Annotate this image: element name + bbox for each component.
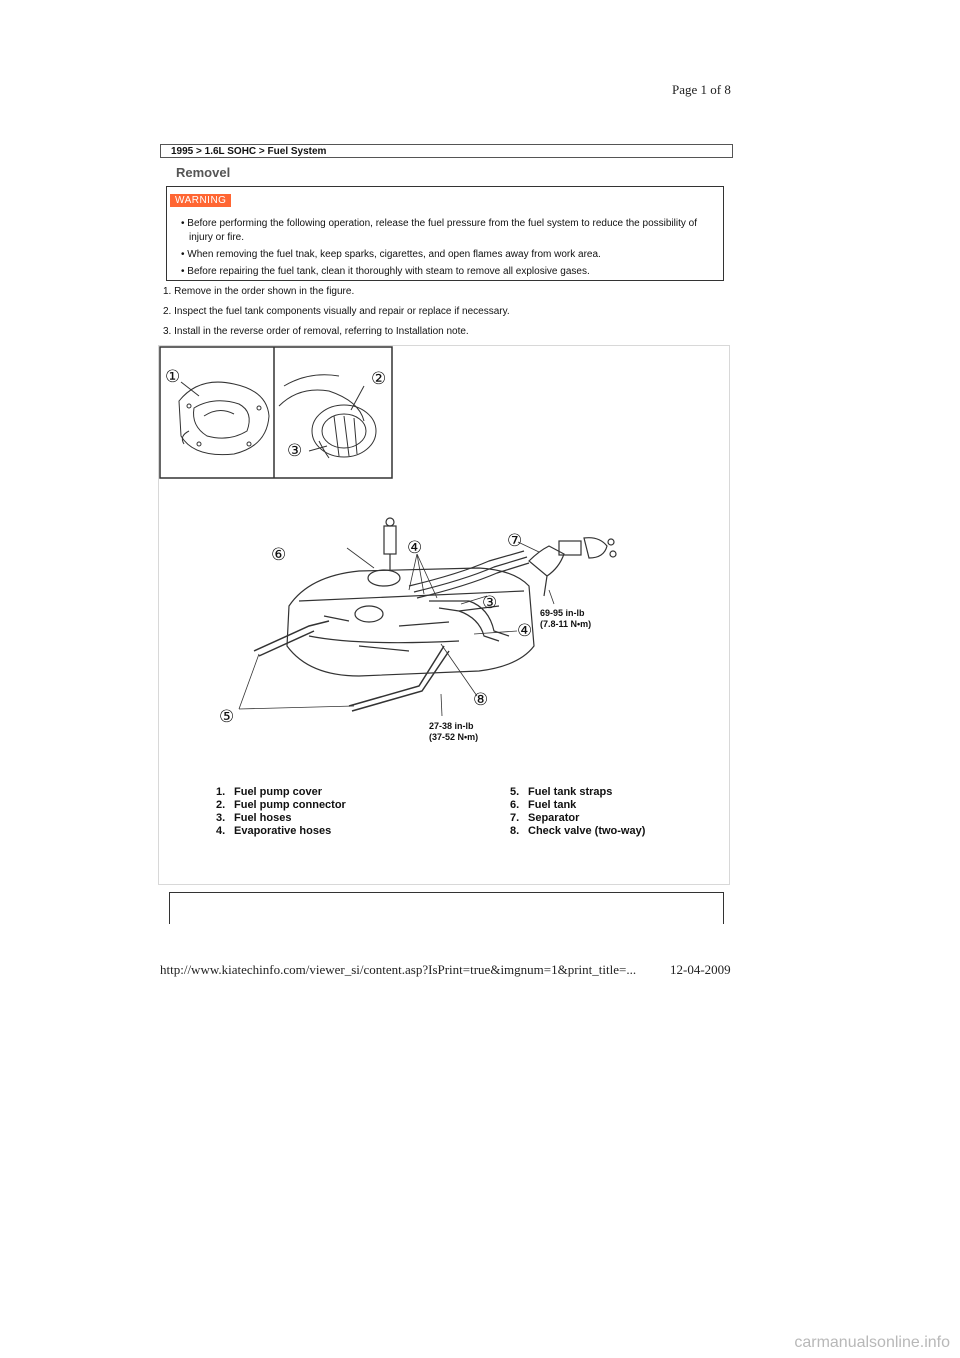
legend-item: 7. Separator: [510, 812, 580, 824]
legend-item: 1. Fuel pump cover: [216, 786, 323, 798]
legend-item: 6. Fuel tank: [510, 799, 577, 811]
legend-item: 8. Check valve (two-way): [510, 825, 646, 837]
callout-4-top: ④: [407, 538, 423, 558]
fuel-tank-straps-drawing: [254, 621, 449, 711]
callout-6: ⑥: [271, 545, 287, 565]
callout-5: ⑤: [219, 707, 235, 727]
callout-1: ①: [165, 367, 181, 387]
section-heading: Removel: [176, 165, 231, 180]
torque-spec-strap: 27-38 in-lb (37-52 N•m): [429, 721, 479, 742]
callout-7: ⑦: [507, 531, 523, 551]
evaporative-hoses-drawing: [409, 551, 529, 641]
leader-lines: [239, 542, 554, 716]
separator-drawing: [529, 538, 616, 596]
legend-item: 4. Evaporative hoses: [216, 825, 332, 837]
fuel-system-figure: [158, 345, 730, 885]
legend-right: [510, 786, 645, 838]
warning-badge: WARNING: [170, 194, 231, 207]
next-section-frame: [169, 892, 724, 924]
torque-spec-separator: 69-95 in-lb (7.8-11 N•m): [540, 608, 592, 629]
step-item: 1. Remove in the order shown in the figure.: [163, 286, 355, 297]
callout-4-main: ④: [517, 621, 533, 641]
warning-box: [166, 186, 724, 281]
callout-3-main: ③: [482, 593, 498, 613]
warning-list: [181, 217, 716, 282]
legend-left: [216, 786, 346, 838]
step-item: 3. Install in the reverse order of removal, referring to Installation note.: [163, 326, 469, 337]
footer-date: 12-04-2009: [670, 962, 731, 977]
legend-item: 3. Fuel hoses: [216, 812, 292, 824]
callout-2: ②: [371, 369, 387, 389]
warning-item: • When removing the fuel tnak, keep sparks, cigarettes, and open flames away from work area.: [181, 249, 601, 260]
callout-3-inset: ③: [287, 441, 303, 461]
warning-item: • Before repairing the fuel tank, clean it thoroughly with steam to remove all explosive gases.: [181, 266, 590, 277]
watermark: carmanualsonline.info: [794, 1334, 950, 1351]
page-number: Page 1 of 8: [672, 82, 731, 97]
step-item: 2. Inspect the fuel tank components visually and repair or replace if necessary.: [163, 306, 510, 317]
footer-url: http://www.kiatechinfo.com/viewer_si/content.asp?IsPrint=true&imgnum=1&print_title=...: [160, 962, 637, 977]
procedure-steps: [163, 285, 510, 345]
callout-8: ⑧: [473, 690, 489, 710]
breadcrumb: 1995 > 1.6L SOHC > Fuel System: [160, 144, 733, 158]
fuel-pump-cover-drawing: [179, 382, 269, 455]
legend-item: 2. Fuel pump connector: [216, 799, 346, 811]
legend-item: 5. Fuel tank straps: [510, 786, 613, 798]
inset-frame: [160, 347, 392, 478]
warning-item: • Before performing the following operation, release the fuel pressure from the fuel system to reduce the possibility of injury or fire.: [181, 218, 697, 243]
